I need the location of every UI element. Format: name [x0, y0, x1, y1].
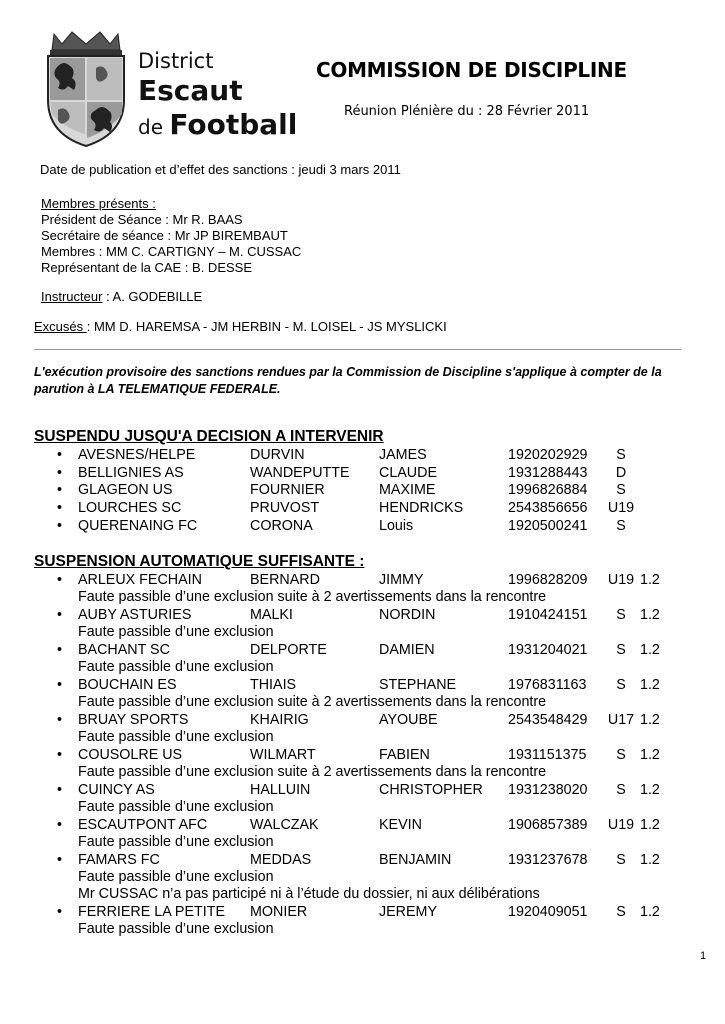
- sanction-note: Faute passible d’une exclusion suite à 2 avertissements dans la rencontre: [78, 764, 547, 780]
- instructor-label: Instructeur: [41, 289, 103, 304]
- page-title: COMMISSION DE DISCIPLINE: [316, 58, 627, 82]
- list-item: [0, 447, 725, 465]
- sanction-code: 1.2: [640, 712, 660, 728]
- district-logo: [40, 30, 132, 148]
- category: S: [616, 642, 626, 658]
- member-line: Représentant de la CAE : B. DESSE: [41, 260, 252, 275]
- bullet-icon: •: [57, 464, 63, 481]
- bullet-icon: •: [57, 852, 63, 868]
- excused-label: Excusés: [34, 319, 87, 334]
- bullet-icon: •: [57, 782, 63, 798]
- sanction-code: 1.2: [640, 817, 660, 833]
- category: S: [616, 482, 626, 499]
- category: U19: [607, 500, 635, 517]
- list-item: [0, 904, 725, 922]
- members-block: [41, 196, 301, 276]
- sanction-note: Faute passible d’une exclusion: [78, 729, 274, 745]
- licence-number: 1910424151: [508, 607, 588, 623]
- instructor-value: : A. GODEBILLE: [102, 289, 203, 304]
- licence-number: 1931288443: [508, 464, 588, 481]
- player-last-name: KHAIRIG: [250, 712, 309, 728]
- player-first-name: KEVIN: [379, 817, 422, 833]
- bullet-icon: •: [57, 517, 63, 534]
- bullet-icon: •: [57, 817, 63, 833]
- excused-value: : MM D. HAREMSA - JM HERBIN - M. LOISEL - JS MYSLICKI: [86, 319, 447, 334]
- category: U17: [607, 712, 635, 728]
- sanction-note: Mr CUSSAC n’a pas participé ni à l’étude du dossier, ni aux délibérations: [78, 886, 540, 902]
- club-name: LOURCHES SC: [78, 500, 182, 517]
- brand-line-1: District: [138, 49, 214, 73]
- sanction-code: 1.2: [640, 642, 660, 658]
- player-first-name: FABIEN: [379, 747, 430, 763]
- player-first-name: JAMES: [379, 447, 427, 463]
- member-line: Président de Séance : Mr R. BAAS: [41, 212, 243, 227]
- licence-number: 1931151375: [508, 747, 587, 763]
- licence-number: 2543548429: [508, 712, 588, 728]
- bullet-icon: •: [57, 500, 63, 517]
- player-first-name: AYOUBE: [379, 712, 438, 728]
- page-number: 1: [700, 950, 707, 962]
- category: S: [616, 677, 626, 693]
- player-first-name: BENJAMIN: [379, 852, 452, 868]
- category: U19: [607, 572, 635, 588]
- list-item: [0, 782, 725, 800]
- licence-number: 1931238020: [508, 782, 588, 798]
- brand-line-3-prefix: de: [138, 115, 163, 139]
- player-last-name: BERNARD: [250, 572, 320, 588]
- licence-number: 1931237678: [508, 852, 588, 868]
- player-first-name: STEPHANE: [379, 677, 457, 693]
- sanction-note: Faute passible d’une exclusion: [78, 799, 274, 815]
- player-first-name: NORDIN: [379, 607, 436, 623]
- player-first-name: HENDRICKS: [379, 500, 464, 517]
- bullet-icon: •: [57, 747, 63, 763]
- player-last-name: HALLUIN: [250, 782, 311, 798]
- player-first-name: JEREMY: [379, 904, 437, 920]
- sanction-note: Faute passible d’une exclusion: [78, 869, 274, 885]
- list-item: [0, 817, 725, 835]
- bullet-icon: •: [57, 607, 63, 623]
- player-last-name: WANDEPUTTE: [250, 464, 350, 481]
- club-name: BACHANT SC: [78, 642, 170, 658]
- player-last-name: MONIER: [250, 904, 308, 920]
- category: S: [616, 517, 626, 534]
- club-name: COUSOLRE US: [78, 747, 183, 763]
- player-last-name: MALKI: [250, 607, 293, 623]
- list-item: [0, 747, 725, 765]
- sanction-note: Faute passible d’une exclusion: [78, 834, 274, 850]
- sanction-note: Faute passible d’une exclusion suite à 2 avertissements dans la rencontre: [78, 589, 547, 605]
- sanction-code: 1.2: [640, 852, 660, 868]
- sanction-note: Faute passible d’une exclusion suite à 2 avertissements dans la rencontre: [78, 694, 547, 710]
- bullet-icon: •: [57, 482, 63, 499]
- category: S: [616, 852, 626, 868]
- player-last-name: FOURNIER: [250, 482, 325, 499]
- club-name: GLAGEON US: [78, 482, 173, 499]
- list-item: [0, 607, 725, 625]
- club-name: ESCAUTPONT AFC: [78, 817, 208, 833]
- list-item: [0, 518, 725, 536]
- excused-line: [34, 319, 447, 335]
- bullet-icon: •: [57, 904, 63, 920]
- meeting-date: Réunion Plénière du : 28 Février 2011: [344, 104, 590, 119]
- player-last-name: WILMART: [250, 747, 316, 763]
- player-first-name: MAXIME: [379, 482, 436, 499]
- brand-line-3-main: Football: [169, 108, 298, 141]
- bullet-icon: •: [57, 712, 63, 728]
- category: U19: [607, 817, 635, 833]
- licence-number: 1920500241: [508, 517, 588, 534]
- sanction-code: 1.2: [640, 782, 660, 798]
- club-name: ARLEUX FECHAIN: [78, 572, 202, 588]
- player-first-name: CHRISTOPHER: [379, 782, 483, 798]
- instructor-line: [41, 289, 202, 305]
- category: S: [616, 447, 626, 463]
- club-name: CUINCY AS: [78, 782, 155, 798]
- licence-number: 1920409051: [508, 904, 588, 920]
- member-line: Membres : MM C. CARTIGNY – M. CUSSAC: [41, 244, 302, 259]
- licence-number: 1976831163: [508, 677, 587, 693]
- sanction-note: Faute passible d’une exclusion: [78, 659, 274, 675]
- player-first-name: CLAUDE: [379, 464, 437, 481]
- list-item: [0, 642, 725, 660]
- list-item: [0, 572, 725, 590]
- category: S: [616, 782, 626, 798]
- player-last-name: MEDDAS: [250, 852, 312, 868]
- licence-number: 2543856656: [508, 500, 588, 517]
- licence-number: 1996828209: [508, 572, 588, 588]
- brand-line-2: Escaut: [138, 74, 243, 107]
- club-name: AVESNES/HELPE: [78, 447, 196, 463]
- members-heading: Membres présents :: [41, 196, 156, 211]
- category: S: [616, 904, 626, 920]
- club-name: BRUAY SPORTS: [78, 712, 189, 728]
- club-name: BOUCHAIN ES: [78, 677, 177, 693]
- licence-number: 1931204021: [508, 642, 588, 658]
- list-item: [0, 712, 725, 730]
- club-name: AUBY ASTURIES: [78, 607, 192, 623]
- sanction-code: 1.2: [640, 747, 660, 763]
- member-line: Secrétaire de séance : Mr JP BIREMBAUT: [41, 228, 288, 243]
- sanction-code: 1.2: [640, 677, 660, 693]
- sanction-code: 1.2: [640, 904, 660, 920]
- sanction-code: 1.2: [640, 607, 660, 623]
- sanction-code: 1.2: [640, 572, 660, 588]
- list-item: [0, 677, 725, 695]
- sanction-note: Faute passible d’une exclusion: [78, 921, 274, 937]
- brand-block: [138, 48, 297, 144]
- list-item: [0, 852, 725, 870]
- list-item: [0, 500, 725, 518]
- licence-number: 1920202929: [508, 447, 588, 463]
- sanction-note: Faute passible d’une exclusion: [78, 624, 274, 640]
- bullet-icon: •: [57, 642, 63, 658]
- club-name: BELLIGNIES AS: [78, 464, 184, 481]
- player-first-name: DAMIEN: [379, 642, 435, 658]
- list-item: [0, 482, 725, 500]
- player-first-name: JIMMY: [379, 572, 424, 588]
- club-name: FAMARS FC: [78, 852, 160, 868]
- divider: [34, 349, 681, 350]
- bullet-icon: •: [57, 677, 63, 693]
- player-last-name: PRUVOST: [250, 500, 320, 517]
- club-name: QUERENAING FC: [78, 517, 198, 534]
- licence-number: 1996826884: [508, 482, 588, 499]
- player-last-name: DURVIN: [250, 447, 305, 463]
- player-last-name: WALCZAK: [250, 817, 319, 833]
- execution-notice: L'exécution provisoire des sanctions rendues par la Commission de Discipline s'applique à compter de la parution à LA TELEMATIQUE FEDERALE.: [34, 365, 662, 396]
- list-item: [0, 465, 725, 483]
- publication-date: Date de publication et d’effet des sanctions : jeudi 3 mars 2011: [40, 162, 401, 177]
- club-name: FERRIERE LA PETITE: [78, 904, 225, 920]
- player-last-name: THIAIS: [250, 677, 297, 693]
- category: S: [616, 607, 626, 623]
- brand-line-3: [138, 108, 297, 144]
- player-last-name: CORONA: [250, 517, 313, 534]
- player-last-name: DELPORTE: [250, 642, 327, 658]
- bullet-icon: •: [57, 447, 63, 463]
- licence-number: 1906857389: [508, 817, 588, 833]
- category: S: [616, 747, 626, 763]
- player-first-name: Louis: [379, 517, 414, 534]
- coat-of-arms-icon: [40, 30, 132, 148]
- section-heading-suspended: SUSPENDU JUSQU'A DECISION A INTERVENIR: [34, 428, 384, 445]
- bullet-icon: •: [57, 572, 63, 588]
- category: D: [615, 464, 627, 481]
- section-heading-automatic: SUSPENSION AUTOMATIQUE SUFFISANTE :: [34, 553, 365, 570]
